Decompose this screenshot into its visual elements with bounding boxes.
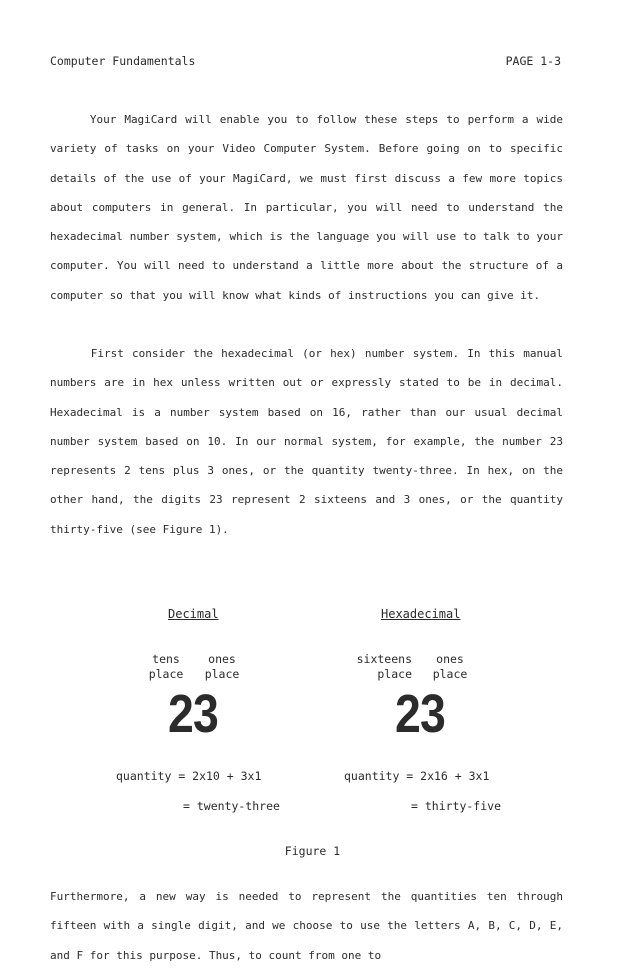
hex-ones-place-label: ones place (432, 652, 468, 681)
decimal-ones-place-label: ones place (204, 652, 240, 681)
decimal-tens-place-label: tens place (148, 652, 184, 681)
hex-quantity-formula: quantity = 2x16 + 3x1 (344, 769, 490, 783)
decimal-number: 23 (168, 684, 218, 744)
hex-quantity-result: = thirty-five (411, 799, 502, 813)
paragraph-hex-letters: Furthermore, a new way is needed to represent the quantities ten through fifteen with a single digit, and we choose to use the letters A, B, C, D, E, and F for this purpose. Thus, to count from one to (50, 890, 563, 962)
page-number: PAGE 1-3 (505, 54, 561, 68)
decimal-quantity-formula: quantity = 2x10 + 3x1 (116, 769, 262, 783)
hexadecimal-number: 23 (395, 684, 445, 744)
figure-caption: Figure 1 (284, 844, 341, 858)
hexadecimal-heading: Hexadecimal (381, 607, 461, 621)
paragraph-hex-system: First consider the hexadecimal (or hex) number system. In this manual numbers are in hex unless written out or expressly stated to be in decimal. Hexadecimal is a number system based on 16, rather than our usual decimal number system based on 10. In our normal system, for example, the number 23 represents 2 tens plus 3 ones, or the quantity twenty-three. In hex, on the other hand, the digits 23 represent 2 sixteens and 3 ones, or the quantity thirty-five (see Figure 1). (50, 347, 563, 536)
decimal-quantity-result: = twenty-three (183, 799, 280, 813)
paragraph-intro: Your MagiCard will enable you to follow these steps to perform a wide variety of tasks on your Video Computer System. Before going on to specific details of the use of your MagiCard, we must first discuss a few more topics about computers in general. In particular, you will need to understand the hexadecimal number system, which is the language you will use to talk to your computer. You will need to understand a little more about the structure of a computer so that you will know what kinds of instructions you can give it. (50, 113, 563, 302)
running-header-title: Computer Fundamentals (50, 54, 196, 68)
hex-sixteens-place-label: sixteens place (356, 652, 412, 681)
decimal-heading: Decimal (168, 607, 219, 621)
